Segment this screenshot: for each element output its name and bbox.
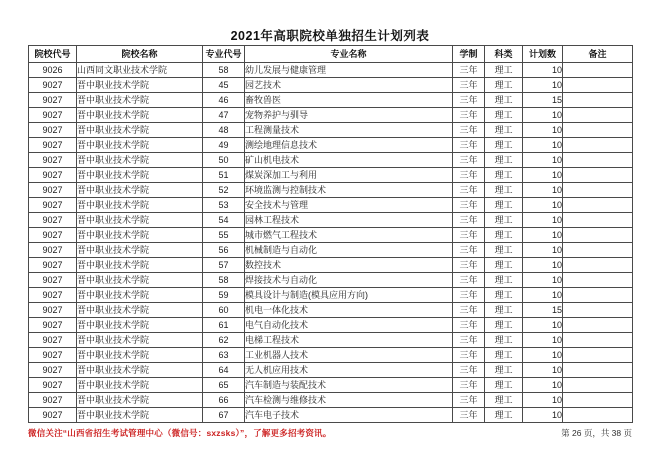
table-row — [29, 138, 633, 153]
table-cell — [563, 363, 633, 378]
table-cell: 三年 — [453, 318, 485, 333]
table-cell: 58 — [203, 273, 245, 288]
table-cell: 9027 — [29, 138, 77, 153]
table-cell — [563, 348, 633, 363]
table-cell — [563, 123, 633, 138]
table-cell — [563, 303, 633, 318]
page-footer — [28, 427, 632, 439]
table-cell: 晋中职业技术学院 — [77, 363, 203, 378]
table-cell: 宠物养护与驯导 — [245, 108, 453, 123]
table-cell: 10 — [523, 153, 563, 168]
table-cell: 10 — [523, 288, 563, 303]
table-cell: 机电一体化技术 — [245, 303, 453, 318]
table-row — [29, 123, 633, 138]
table-cell: 煤炭深加工与利用 — [245, 168, 453, 183]
table-cell — [563, 108, 633, 123]
table-cell: 三年 — [453, 228, 485, 243]
table-cell: 理工 — [485, 93, 523, 108]
table-cell: 56 — [203, 243, 245, 258]
table-row — [29, 363, 633, 378]
table-cell: 晋中职业技术学院 — [77, 408, 203, 423]
table-cell: 48 — [203, 123, 245, 138]
table-cell: 10 — [523, 108, 563, 123]
table-cell: 59 — [203, 288, 245, 303]
table-row — [29, 378, 633, 393]
table-cell — [563, 198, 633, 213]
table-cell: 晋中职业技术学院 — [77, 318, 203, 333]
table-cell: 9027 — [29, 93, 77, 108]
table-row — [29, 213, 633, 228]
table-cell: 理工 — [485, 78, 523, 93]
table-cell: 三年 — [453, 138, 485, 153]
table-row — [29, 168, 633, 183]
table-cell: 理工 — [485, 348, 523, 363]
table-cell: 三年 — [453, 303, 485, 318]
table-cell: 9027 — [29, 123, 77, 138]
column-header: 学制 — [453, 46, 485, 63]
page-indicator: 第 26 页，共 38 页 — [561, 428, 632, 438]
table-cell — [563, 393, 633, 408]
table-cell: 10 — [523, 378, 563, 393]
table-cell: 10 — [523, 183, 563, 198]
table-cell — [563, 138, 633, 153]
table-cell: 理工 — [485, 288, 523, 303]
table-cell: 三年 — [453, 153, 485, 168]
table-cell: 10 — [523, 78, 563, 93]
table-cell: 9027 — [29, 153, 77, 168]
table-cell: 城市燃气工程技术 — [245, 228, 453, 243]
table-cell: 三年 — [453, 63, 485, 78]
table-body — [29, 63, 633, 423]
table-cell: 汽车电子技术 — [245, 408, 453, 423]
table-cell: 62 — [203, 333, 245, 348]
table-cell: 矿山机电技术 — [245, 153, 453, 168]
table-cell: 46 — [203, 93, 245, 108]
table-cell: 10 — [523, 333, 563, 348]
table-row — [29, 408, 633, 423]
table-cell: 晋中职业技术学院 — [77, 138, 203, 153]
table-cell: 晋中职业技术学院 — [77, 153, 203, 168]
table-row — [29, 348, 633, 363]
table-cell: 理工 — [485, 303, 523, 318]
table-cell: 晋中职业技术学院 — [77, 303, 203, 318]
table-cell: 理工 — [485, 168, 523, 183]
table-cell: 理工 — [485, 333, 523, 348]
table-cell: 9027 — [29, 378, 77, 393]
table-cell — [563, 408, 633, 423]
table-cell: 10 — [523, 318, 563, 333]
table-cell: 理工 — [485, 138, 523, 153]
table-cell: 晋中职业技术学院 — [77, 183, 203, 198]
table-cell: 电气自动化技术 — [245, 318, 453, 333]
table-cell: 理工 — [485, 123, 523, 138]
column-header: 计划数 — [523, 46, 563, 63]
table-cell: 晋中职业技术学院 — [77, 228, 203, 243]
table-cell: 电梯工程技术 — [245, 333, 453, 348]
table-cell: 50 — [203, 153, 245, 168]
table-cell: 三年 — [453, 183, 485, 198]
table-row — [29, 63, 633, 78]
table-cell: 环境监测与控制技术 — [245, 183, 453, 198]
table-cell: 晋中职业技术学院 — [77, 213, 203, 228]
table-cell: 三年 — [453, 243, 485, 258]
table-row — [29, 243, 633, 258]
table-cell — [563, 273, 633, 288]
table-cell: 10 — [523, 198, 563, 213]
table-cell: 晋中职业技术学院 — [77, 108, 203, 123]
table-cell: 54 — [203, 213, 245, 228]
table-cell: 理工 — [485, 273, 523, 288]
table-cell: 10 — [523, 123, 563, 138]
table-row — [29, 228, 633, 243]
table-cell: 园艺技术 — [245, 78, 453, 93]
table-cell: 三年 — [453, 213, 485, 228]
table-cell: 10 — [523, 258, 563, 273]
table-cell: 9026 — [29, 63, 77, 78]
table-row — [29, 198, 633, 213]
table-cell: 45 — [203, 78, 245, 93]
table-cell: 52 — [203, 183, 245, 198]
table-cell: 机械制造与自动化 — [245, 243, 453, 258]
table-cell: 58 — [203, 63, 245, 78]
table-cell: 理工 — [485, 408, 523, 423]
table-cell: 三年 — [453, 108, 485, 123]
table-cell: 晋中职业技术学院 — [77, 258, 203, 273]
table-cell: 晋中职业技术学院 — [77, 393, 203, 408]
table-cell: 安全技术与管理 — [245, 198, 453, 213]
table-cell: 9027 — [29, 408, 77, 423]
table-cell: 理工 — [485, 363, 523, 378]
table-cell: 67 — [203, 408, 245, 423]
table-cell — [563, 228, 633, 243]
table-cell: 工程测量技术 — [245, 123, 453, 138]
table-cell: 晋中职业技术学院 — [77, 78, 203, 93]
table-row — [29, 78, 633, 93]
table-cell: 三年 — [453, 123, 485, 138]
table-cell: 9027 — [29, 348, 77, 363]
table-row — [29, 108, 633, 123]
table-cell: 三年 — [453, 393, 485, 408]
table-cell: 汽车检测与维修技术 — [245, 393, 453, 408]
table-cell: 47 — [203, 108, 245, 123]
table-cell: 66 — [203, 393, 245, 408]
page-title: 2021年高职院校单独招生计划列表 — [230, 29, 430, 43]
table-row — [29, 258, 633, 273]
table-cell: 测绘地理信息技术 — [245, 138, 453, 153]
table-cell: 57 — [203, 258, 245, 273]
table-cell: 63 — [203, 348, 245, 363]
table-cell: 晋中职业技术学院 — [77, 198, 203, 213]
table-cell — [563, 63, 633, 78]
table-cell — [563, 243, 633, 258]
table-row — [29, 153, 633, 168]
table-cell — [563, 93, 633, 108]
table-header-row — [29, 46, 633, 63]
table-cell: 9027 — [29, 243, 77, 258]
table-cell: 工业机器人技术 — [245, 348, 453, 363]
table-cell: 三年 — [453, 258, 485, 273]
column-header: 院校名称 — [77, 46, 203, 63]
table-cell: 三年 — [453, 198, 485, 213]
table-cell: 9027 — [29, 318, 77, 333]
table-cell: 三年 — [453, 288, 485, 303]
table-cell: 9027 — [29, 183, 77, 198]
table-cell: 晋中职业技术学院 — [77, 348, 203, 363]
table-cell: 焊接技术与自动化 — [245, 273, 453, 288]
column-header: 专业名称 — [245, 46, 453, 63]
table-cell: 理工 — [485, 153, 523, 168]
table-cell: 园林工程技术 — [245, 213, 453, 228]
table-cell: 三年 — [453, 93, 485, 108]
table-cell: 晋中职业技术学院 — [77, 243, 203, 258]
table-cell: 10 — [523, 408, 563, 423]
table-cell: 9027 — [29, 363, 77, 378]
table-cell: 三年 — [453, 333, 485, 348]
table-cell: 10 — [523, 363, 563, 378]
table-cell: 64 — [203, 363, 245, 378]
table-cell — [563, 318, 633, 333]
table-cell: 理工 — [485, 378, 523, 393]
table-cell — [563, 78, 633, 93]
column-header: 备注 — [563, 46, 633, 63]
table-cell: 模具设计与制造(模具应用方向) — [245, 288, 453, 303]
table-cell: 10 — [523, 393, 563, 408]
table-cell: 三年 — [453, 378, 485, 393]
wechat-notice: 微信关注“山西省招生考试管理中心（微信号：sxzsks）”，了解更多招考资讯。 — [28, 428, 332, 438]
table-cell: 三年 — [453, 348, 485, 363]
table-cell: 9027 — [29, 393, 77, 408]
table-cell: 晋中职业技术学院 — [77, 168, 203, 183]
table-cell: 9027 — [29, 213, 77, 228]
table-cell: 三年 — [453, 273, 485, 288]
table-cell: 60 — [203, 303, 245, 318]
table-cell: 畜牧兽医 — [245, 93, 453, 108]
table-cell: 理工 — [485, 318, 523, 333]
table-row — [29, 273, 633, 288]
table-cell: 晋中职业技术学院 — [77, 288, 203, 303]
table-cell: 三年 — [453, 408, 485, 423]
table-cell — [563, 213, 633, 228]
table-cell: 9027 — [29, 78, 77, 93]
table-cell: 无人机应用技术 — [245, 363, 453, 378]
table-cell: 三年 — [453, 78, 485, 93]
table-cell: 65 — [203, 378, 245, 393]
table-cell: 晋中职业技术学院 — [77, 378, 203, 393]
column-header: 专业代号 — [203, 46, 245, 63]
table-cell: 晋中职业技术学院 — [77, 273, 203, 288]
table-cell: 理工 — [485, 228, 523, 243]
table-cell: 10 — [523, 273, 563, 288]
table-cell: 10 — [523, 63, 563, 78]
table-cell: 晋中职业技术学院 — [77, 123, 203, 138]
table-cell: 9027 — [29, 168, 77, 183]
table-cell: 理工 — [485, 243, 523, 258]
table-cell: 理工 — [485, 63, 523, 78]
table-cell: 9027 — [29, 273, 77, 288]
table-cell: 15 — [523, 303, 563, 318]
table-cell: 10 — [523, 243, 563, 258]
table-cell: 53 — [203, 198, 245, 213]
table-cell — [563, 153, 633, 168]
table-cell: 9027 — [29, 303, 77, 318]
table-cell: 三年 — [453, 168, 485, 183]
table-cell: 9027 — [29, 288, 77, 303]
table-cell: 汽车制造与装配技术 — [245, 378, 453, 393]
table-cell: 理工 — [485, 108, 523, 123]
table-cell: 10 — [523, 348, 563, 363]
table-row — [29, 333, 633, 348]
table-cell — [563, 183, 633, 198]
table-cell: 10 — [523, 168, 563, 183]
table-cell: 理工 — [485, 393, 523, 408]
table-cell: 10 — [523, 138, 563, 153]
table-cell: 三年 — [453, 363, 485, 378]
table-cell: 理工 — [485, 258, 523, 273]
table-cell: 9027 — [29, 228, 77, 243]
table-cell: 55 — [203, 228, 245, 243]
table-cell: 10 — [523, 228, 563, 243]
table-cell: 15 — [523, 93, 563, 108]
table-cell — [563, 168, 633, 183]
table-cell: 9027 — [29, 198, 77, 213]
column-header: 科类 — [485, 46, 523, 63]
table-cell: 数控技术 — [245, 258, 453, 273]
table-cell — [563, 378, 633, 393]
table-cell: 幼儿发展与健康管理 — [245, 63, 453, 78]
table-row — [29, 318, 633, 333]
enrollment-plan-table — [28, 45, 633, 423]
table-cell: 晋中职业技术学院 — [77, 93, 203, 108]
table-cell: 山西同文职业技术学院 — [77, 63, 203, 78]
table-row — [29, 288, 633, 303]
table-cell: 晋中职业技术学院 — [77, 333, 203, 348]
table-cell — [563, 333, 633, 348]
table-cell: 理工 — [485, 198, 523, 213]
table-row — [29, 93, 633, 108]
table-cell: 10 — [523, 213, 563, 228]
table-cell — [563, 258, 633, 273]
table-cell — [563, 288, 633, 303]
table-cell: 61 — [203, 318, 245, 333]
table-cell: 9027 — [29, 108, 77, 123]
table-row — [29, 183, 633, 198]
table-cell: 9027 — [29, 258, 77, 273]
column-header: 院校代号 — [29, 46, 77, 63]
table-cell: 49 — [203, 138, 245, 153]
table-cell: 理工 — [485, 213, 523, 228]
table-row — [29, 393, 633, 408]
table-cell: 9027 — [29, 333, 77, 348]
table-row — [29, 303, 633, 318]
table-container — [28, 45, 632, 423]
table-cell: 理工 — [485, 183, 523, 198]
table-cell: 51 — [203, 168, 245, 183]
